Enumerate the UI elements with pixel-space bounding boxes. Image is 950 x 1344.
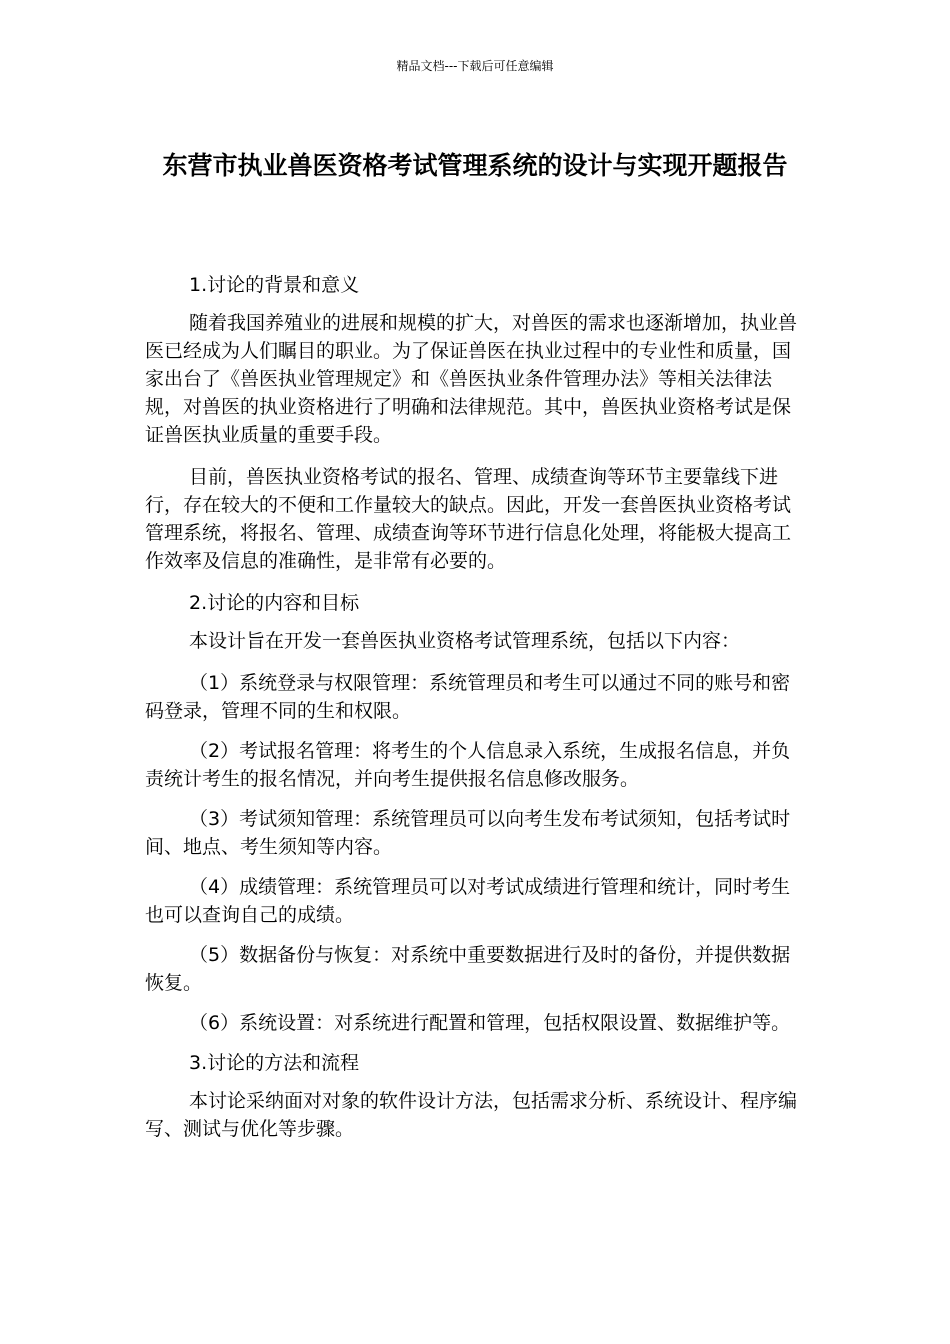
section-2-item-1: （1）系统登录与权限管理：系统管理员和考生可以通过不同的账号和密码登录，管理不同的生和权限。 [145,672,791,722]
section-1-paragraph-2: 目前，兽医执业资格考试的报名、管理、成绩查询等环节主要靠线下进行，存在较大的不便和工作量较大的缺点。因此，开发一套兽医执业资格考试管理系统，将报名、管理、成绩查询等环节进行信息化处理，将能极大提高工作效率及信息的准确性，是非常有必要的。 [145,466,792,572]
document-body [145,271,807,1157]
document-title: 东营市执业兽医资格考试管理系统的设计与实现开题报告 [162,151,788,180]
section-2-intro: 本设计旨在开发一套兽医执业资格考试管理系统，包括以下内容： [189,630,741,652]
section-2-item-3: （3）考试须知管理：系统管理员可以向考生发布考试须知，包括考试时间、地点、考生须知等内容。 [145,808,791,858]
section-2-heading: 2.讨论的内容和目标 [189,592,360,614]
header-note: 精品文档---下载后可任意编辑 [396,59,554,73]
section-2-item-4: （4）成绩管理：系统管理员可以对考试成绩进行管理和统计，同时考生也可以查询自己的成绩。 [145,876,791,926]
section-1-heading: 1.讨论的背景和意义 [189,274,360,296]
section-3-heading: 3.讨论的方法和流程 [189,1052,360,1074]
section-3-paragraph-1: 本讨论采纳面对对象的软件设计方法，包括需求分析、系统设计、程序编写、测试与优化等步骤。 [145,1090,798,1140]
section-2-item-5: （5）数据备份与恢复：对系统中重要数据进行及时的备份，并提供数据恢复。 [145,944,791,994]
section-2-item-6: （6）系统设置：对系统进行配置和管理，包括权限设置、数据维护等。 [189,1012,791,1034]
section-2-item-2: （2）考试报名管理：将考生的个人信息录入系统，生成报名信息，并负责统计考生的报名情况，并向考生提供报名信息修改服务。 [145,740,791,790]
section-1-paragraph-1: 随着我国养殖业的进展和规模的扩大，对兽医的需求也逐渐增加，执业兽医已经成为人们瞩目的职业。为了保证兽医在执业过程中的专业性和质量，国家出台了《兽医执业管理规定》和《兽医执业条件管理办法》等相关法律法规，对兽医的执业资格进行了明确和法律规范。其中，兽医执业资格考试是保证兽医执业质量的重要手段。 [145,312,798,446]
